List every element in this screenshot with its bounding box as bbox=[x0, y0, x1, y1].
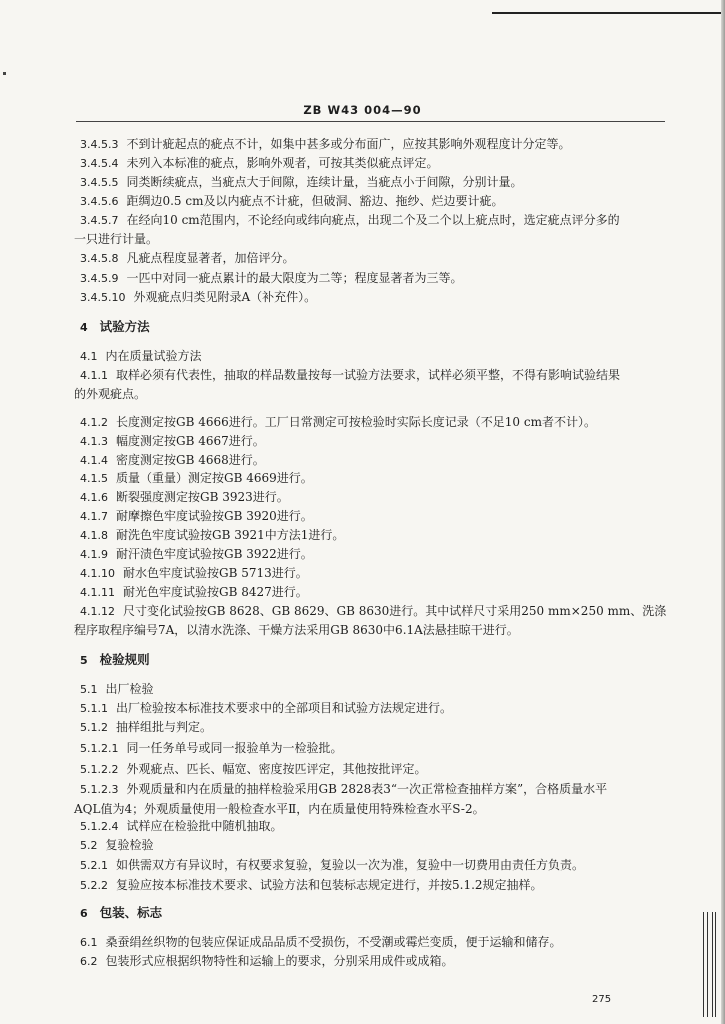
clause-4-1-5: 4.1.5 质量（重量）测定按GB 4669进行。 bbox=[80, 471, 313, 485]
clause-4-1-2: 4.1.2 长度测定按GB 4666进行。工厂日常测定可按检验时实际长度记录（不足10 cm者不计）。 bbox=[80, 415, 596, 429]
clause-5-1-1: 5.1.1 出厂检验按本标准技术要求中的全部项目和试验方法规定进行。 bbox=[80, 701, 453, 715]
clause-3-4-5-9: 3.4.5.9 一匹中对同一疵点累计的最大限度为二等；程度显著者为三等。 bbox=[80, 271, 463, 285]
standard-header: ZB W43 004—90 bbox=[303, 103, 422, 117]
clause-5-1-2: 5.1.2 抽样组批与判定。 bbox=[80, 720, 213, 734]
clause-4-1-7: 4.1.7 耐摩擦色牢度试验按GB 3920进行。 bbox=[80, 509, 313, 523]
clause-4-1-9: 4.1.9 耐汗渍色牢度试验按GB 3922进行。 bbox=[80, 547, 313, 561]
clause-4-1-4: 4.1.4 密度测定按GB 4668进行。 bbox=[80, 453, 265, 467]
clause-6-1: 6.1 桑蚕绢丝织物的包装应保证成品品质不受损伤，不受潮或霉烂变质，便于运输和储存。 bbox=[80, 935, 562, 949]
clause-4-1-3: 4.1.3 幅度测定按GB 4667进行。 bbox=[80, 434, 265, 448]
clause-4-1: 4.1 内在质量试验方法 bbox=[80, 349, 202, 363]
clause-4-1-12-cont: 程序取程序编号7A，以清水洗涤、干燥方法采用GB 8630中6.1A法悬挂晾干进行。 bbox=[74, 623, 519, 637]
clause-5-1-2-1: 5.1.2.1 同一任务单号或同一报验单为一检验批。 bbox=[80, 741, 343, 755]
clause-4-1-6: 4.1.6 断裂强度测定按GB 3923进行。 bbox=[80, 490, 289, 504]
clause-4-1-1: 4.1.1 取样必须有代表性，抽取的样品数量按每一试验方法要求，试样必须平整，不得有影响试验结果 bbox=[80, 368, 621, 382]
clause-3-4-5-8: 3.4.5.8 凡疵点程度显著者，加倍评分。 bbox=[80, 251, 295, 265]
clause-3-4-5-4: 3.4.5.4 未列入本标准的疵点，影响外观者，可按其类似疵点评定。 bbox=[80, 156, 439, 170]
clause-3-4-5-7-cont: 一只进行计量。 bbox=[74, 232, 159, 246]
clause-5-2-2: 5.2.2 复验应按本标准技术要求、试验方法和包装标志规定进行，并按5.1.2规定抽样。 bbox=[80, 878, 543, 892]
section-6-heading: 6 包装、标志 bbox=[80, 905, 163, 920]
clause-3-4-5-6: 3.4.5.6 距绸边0.5 cm及以内疵点不计疵，但破洞、豁边、拖纱、烂边要计疵。 bbox=[80, 194, 504, 208]
scan-artifact-line bbox=[492, 12, 722, 14]
clause-5-1-2-3: 5.1.2.3 外观质量和内在质量的抽样检验采用GB 2828表3“一次正常检查抽样方案”，合格质量水平 bbox=[80, 782, 608, 796]
clause-5-1-2-4: 5.1.2.4 试样应在检验批中随机抽取。 bbox=[80, 819, 283, 833]
page-number: 275 bbox=[592, 994, 612, 1005]
clause-6-2: 6.2 包装形式应根据织物特性和运输上的要求，分别采用成件或成箱。 bbox=[80, 954, 454, 968]
clause-5-1-2-3-cont: AQL值为4；外观质量使用一般检查水平Ⅱ，内在质量使用特殊检查水平S-2。 bbox=[74, 802, 485, 816]
clause-3-4-5-3: 3.4.5.3 不到计疵起点的疵点不计，如集中甚多或分布面广，应按其影响外观程度计分定等。 bbox=[80, 137, 571, 151]
clause-3-4-5-5: 3.4.5.5 同类断续疵点，当疵点大于间隙，连续计量，当疵点小于间隙，分别计量。 bbox=[80, 175, 523, 189]
clause-4-1-11: 4.1.11 耐光色牢度试验按GB 8427进行。 bbox=[80, 585, 308, 599]
scan-dot bbox=[3, 72, 6, 75]
clause-5-1-2-2: 5.1.2.2 外观疵点、匹长、幅宽、密度按匹评定，其他按批评定。 bbox=[80, 762, 427, 776]
clause-5-2: 5.2 复验检验 bbox=[80, 838, 154, 852]
binding-marks bbox=[701, 912, 717, 1017]
clause-4-1-1-cont: 的外观疵点。 bbox=[74, 387, 147, 401]
header-rule bbox=[76, 121, 665, 122]
page-edge-shadow bbox=[721, 0, 725, 1024]
section-4-heading: 4 试验方法 bbox=[80, 319, 150, 334]
section-5-heading: 5 检验规则 bbox=[80, 652, 150, 667]
clause-3-4-5-10: 3.4.5.10 外观疵点归类见附录A（补充件）。 bbox=[80, 290, 317, 304]
clause-4-1-8: 4.1.8 耐洗色牢度试验按GB 3921中方法1进行。 bbox=[80, 528, 345, 542]
clause-5-2-1: 5.2.1 如供需双方有异议时，有权要求复验，复验以一次为准，复验中一切费用由责任方负责。 bbox=[80, 858, 585, 872]
clause-4-1-12: 4.1.12 尺寸变化试验按GB 8628、GB 8629、GB 8630进行。其中试样尺寸采用250 mm×250 mm、洗涤 bbox=[80, 604, 667, 618]
clause-4-1-10: 4.1.10 耐水色牢度试验按GB 5713进行。 bbox=[80, 566, 308, 580]
clause-5-1: 5.1 出厂检验 bbox=[80, 682, 154, 696]
clause-3-4-5-7: 3.4.5.7 在经向10 cm范围内，不论经向或纬向疵点，出现二个及二个以上疵点时，选定疵点评分多的 bbox=[80, 213, 620, 227]
